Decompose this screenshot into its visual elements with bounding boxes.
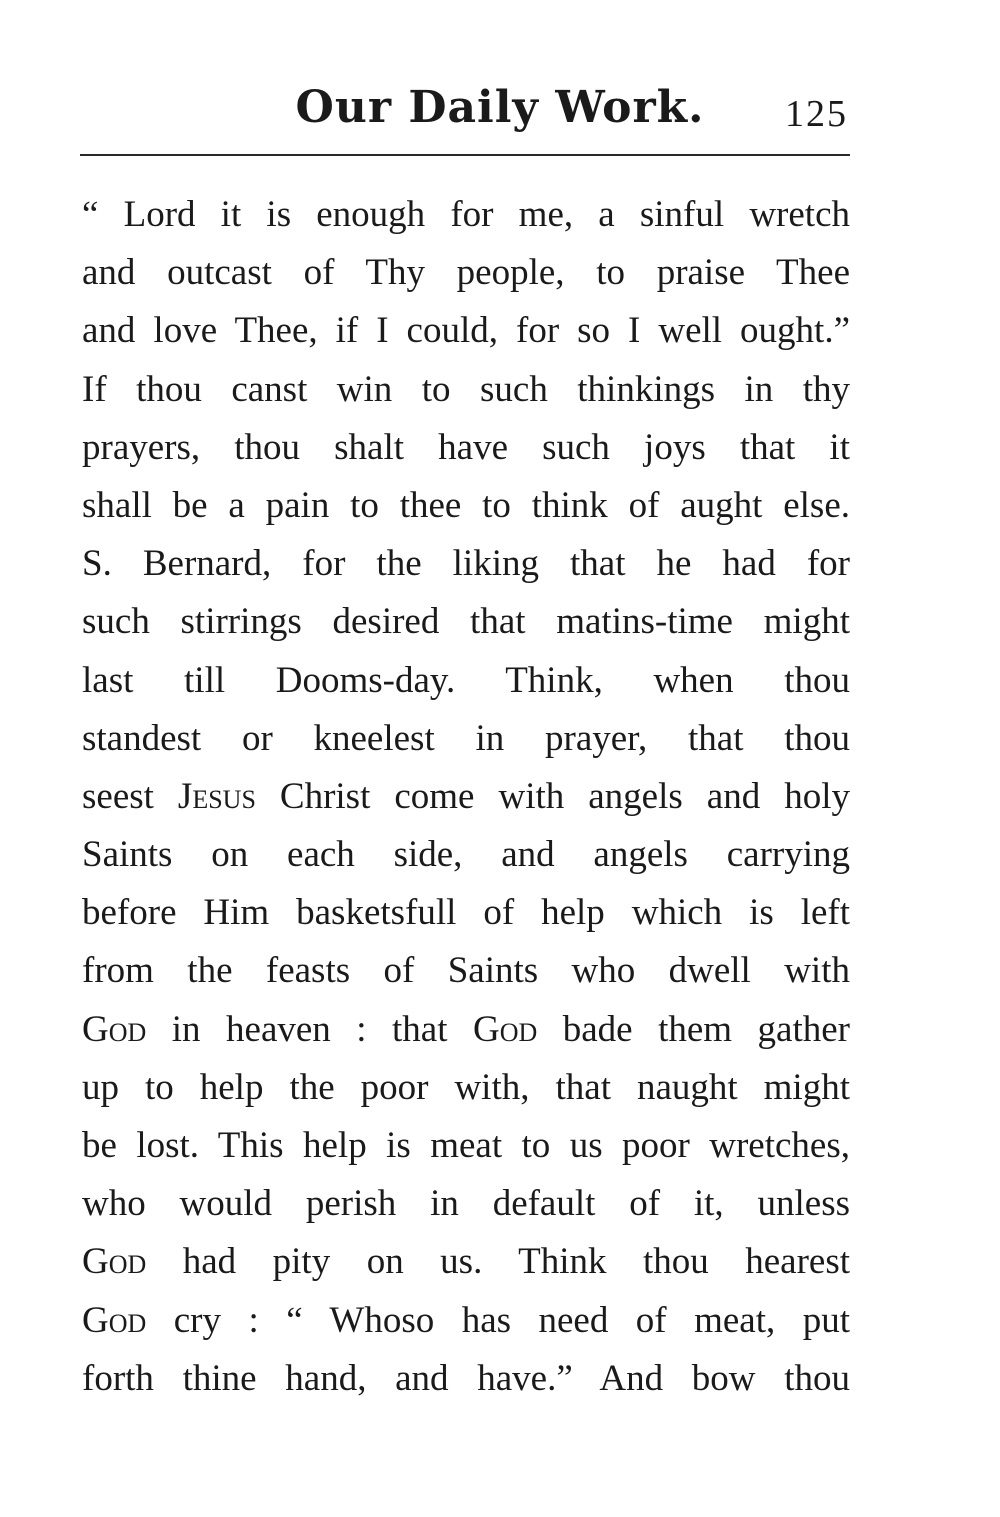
divine-name-smallcaps: Jesus <box>177 775 256 817</box>
running-title: Our Daily Work. <box>295 82 705 133</box>
text-line: from the feasts of Saints who dwell with <box>82 950 850 992</box>
text-line: shall be a pain to thee to think of aught else. <box>82 484 850 526</box>
divine-name-smallcaps: God <box>473 1008 538 1050</box>
text-line: who would perish in default of it, unless <box>82 1183 850 1225</box>
divine-name-smallcaps: God <box>82 1008 147 1050</box>
text-line: and outcast of Thy people, to praise Thee <box>82 252 850 294</box>
body-text <box>82 186 850 1408</box>
text-line: and love Thee, if I could, for so I well ought.” <box>82 310 850 352</box>
text-line: If thou canst win to such thinkings in thy <box>82 368 850 410</box>
text-line: standest or kneelest in prayer, that thou <box>82 717 850 759</box>
text-line: S. Bernard, for the liking that he had for <box>82 543 850 585</box>
text-line: God cry : “ Whoso has need of meat, put <box>82 1299 850 1341</box>
text-line: God in heaven : that God bade them gather <box>82 1008 850 1050</box>
text-line: seest Jesus Christ come with angels and holy <box>82 775 850 817</box>
text-line: up to help the poor with, that naught might <box>82 1066 850 1108</box>
text-line: last till Dooms-day. Think, when thou <box>82 659 850 701</box>
page-number: 125 <box>785 93 848 135</box>
text-line: forth thine hand, and have.” And bow thou <box>82 1357 850 1399</box>
text-line: prayers, thou shalt have such joys that it <box>82 426 850 468</box>
divine-name-smallcaps: God <box>82 1241 147 1283</box>
text-line: “ Lord it is enough for me, a sinful wretch <box>82 194 850 235</box>
text-line: be lost. This help is meat to us poor wretches, <box>82 1125 850 1166</box>
text-line: Saints on each side, and angels carrying <box>82 834 850 876</box>
text-line: such stirrings desired that matins-time might <box>82 601 850 643</box>
text-line: before Him basketsfull of help which is left <box>82 892 850 934</box>
header-rule <box>80 154 850 156</box>
text-line: God had pity on us. Think thou hearest <box>82 1241 850 1283</box>
divine-name-smallcaps: God <box>82 1299 147 1341</box>
